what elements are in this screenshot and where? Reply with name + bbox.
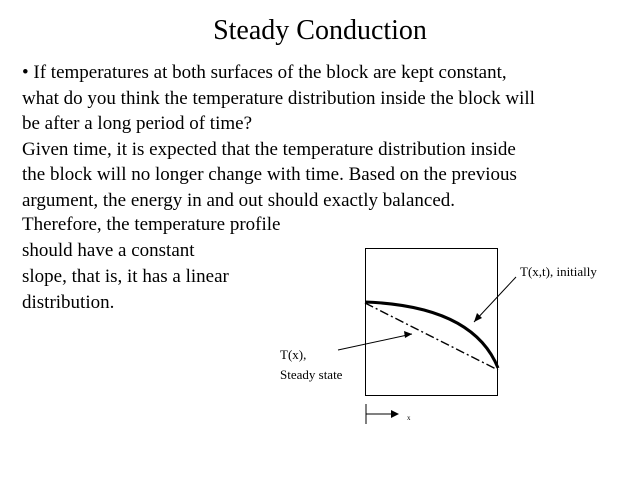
body-line: be after a long period of time? [22,113,253,134]
body-line: Given time, it is expected that the temperature distribution inside [22,138,516,160]
steady-label-line2: Steady state [280,367,343,382]
body-line: argument, the energy in and out should exactly balanced. [22,189,456,211]
conclusion-line: slope, that is, it has a linear [22,266,229,287]
block-outline [366,249,498,396]
x-axis-label: x [407,414,411,422]
body-line: • If temperatures at both surfaces of the block are kept constant, [22,62,507,83]
initial-label-pointer [474,277,516,322]
conclusion-line: distribution. [22,292,115,313]
steady-label-line1: T(x), [280,347,307,362]
steady-label-pointer [338,334,412,350]
initial-profile-curve [365,302,498,368]
body-line: the block will no longer change with time. Based on the previous [22,164,517,185]
conclusion-line: should have a constant [22,240,195,261]
initial-profile-label: T(x,t), initially [520,264,597,279]
conclusion-line: Therefore, the temperature profile [22,214,281,235]
steady-pointer-arrowhead [404,331,412,338]
body-line: what do you think the temperature distribution inside the block will [22,87,535,109]
slide-title: Steady Conduction [213,15,427,46]
x-axis-arrowhead [391,410,399,418]
